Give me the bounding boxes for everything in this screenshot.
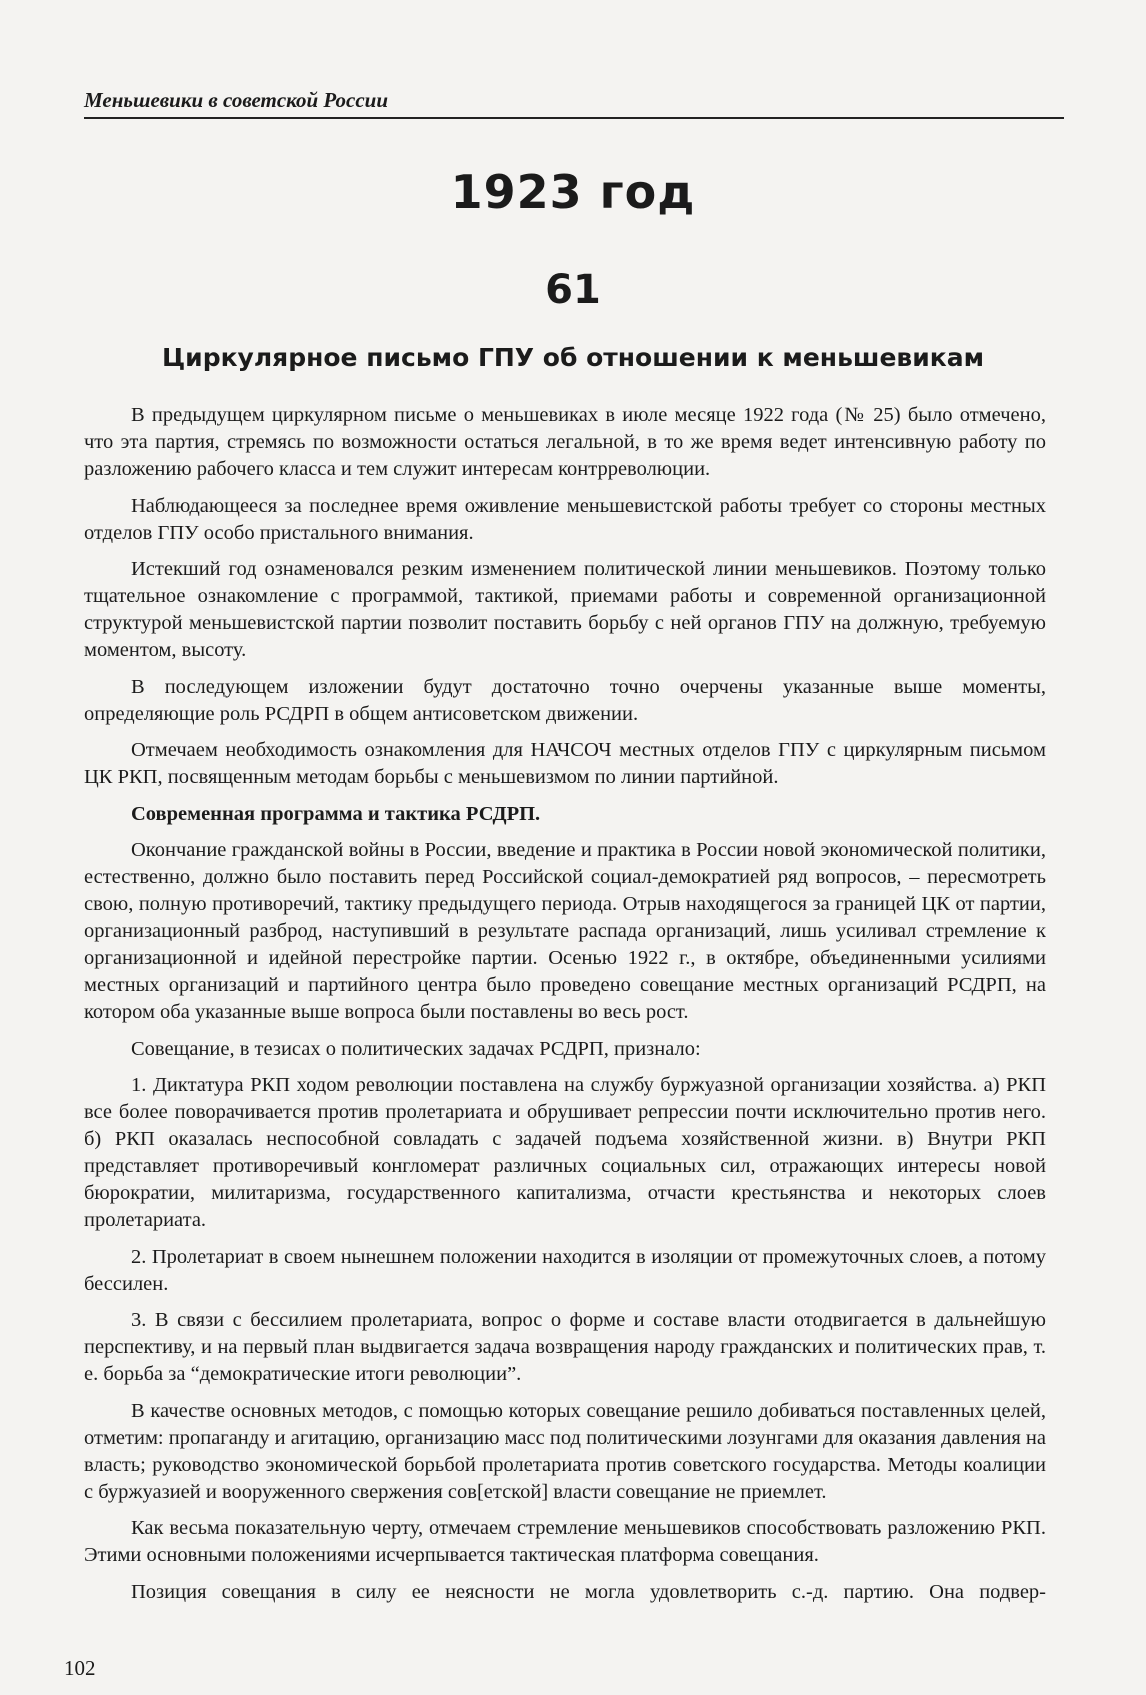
running-header: Меньшевики в советской России [84, 88, 388, 112]
header-divider [84, 117, 1064, 119]
paragraph: В предыдущем циркулярном письме о меньшевиках в июле месяце 1922 года (№ 25) было отмечено, что эта партия, стремясь по возможности остаться легальной, в то же время ведет интенсивную работу по разложению рабочего класса и тем служит интересам контрреволюции. [84, 404, 1046, 480]
document-body [84, 402, 1046, 1615]
paragraph: Наблюдающееся за последнее время оживление меньшевистской работы требует со стороны местных отделов ГПУ особо пристального внимания. [84, 494, 1046, 544]
paragraph: Окончание гражданской войны в России, введение и практика в России новой экономической политики, естественно, должно было поставить перед Российской социал-демократией ряд вопросов, – пересмотреть свою, полную противоречий, тактику предыдущего периода. Отрыв находящегося за границей ЦК от партии, организационный разброд, наступивший в результате распада организаций, лишь усиливал стремление к организационной и идейной перестройке партии. Осенью 1922 г., в октябре, объединенными усилиями местных организаций и партийного центра было проведено совещание местных организаций РСДРП, на котором оба указанные выше вопроса были поставлены во весь рост. [84, 839, 1046, 1023]
paragraph: Истекший год ознаменовался резким изменением политической линии меньшевиков. Поэтому только тщательное ознакомление с программой, тактикой, приемами работы и современной организационной структурой меньшевистской партии позволит поставить борьбу с ней органов ГПУ на должную, требуемую моментом, высоту. [84, 558, 1046, 661]
document-number: 61 [545, 267, 601, 313]
paragraph: Совещание, в тезисах о политических задачах РСДРП, признало: [131, 1037, 701, 1060]
paragraph: Отмечаем необходимость ознакомления для НАЧСОЧ местных отделов ГПУ с циркулярным письмом ЦК РКП, посвященным методам борьбы с меньшевизмом по линии партийной. [84, 739, 1046, 788]
year-heading: 1923 год [450, 165, 696, 219]
page-number: 102 [64, 1656, 96, 1680]
paragraph: 3. В связи с бессилием пролетариата, вопрос о форме и составе власти отодвигается в дальнейшую перспективу, и на первый план выдвигается задача возвращения народу гражданских и политических прав, т. е. борьба за “демократические итоги революции”. [84, 1309, 1046, 1385]
paragraph: Как весьма показательную черту, отмечаем стремление меньшевиков способствовать разложению РКП. Этими основными положениями исчерпывается тактическая платформа совещания. [84, 1517, 1046, 1566]
paragraph: 2. Пролетариат в своем нынешнем положении находится в изоляции от промежуточных слоев, а потому бессилен. [84, 1245, 1046, 1295]
paragraph: В последующем изложении будут достаточно точно очерчены указанные выше моменты, определяющие роль РСДРП в общем антисоветском движении. [84, 675, 1046, 725]
document-title: Циркулярное письмо ГПУ об отношении к меньшевикам [161, 343, 985, 372]
section-subheading: Современная программа и тактика РСДРП. [131, 802, 541, 825]
paragraph: Позиция совещания в силу ее неясности не могла удовлетворить с.-д. партию. Она подвер- [131, 1580, 1046, 1603]
paragraph: В качестве основных методов, с помощью которых совещание решило добиваться поставленных целей, отметим: пропаганду и агитацию, организацию масс под политическими лозунгами для оказания давления на власть; руководство экономической борьбой пролетариата против советского государства. Методы коалиции с буржуазией и вооруженного свержения сов[етской] власти совещание не приемлет. [84, 1399, 1046, 1503]
paragraph: 1. Диктатура РКП ходом революции поставлена на службу буржуазной организации хозяйства. а) РКП все более поворачивается против пролетариата и обрушивает репрессии почти исключительно против него. б) РКП оказалась неспособной совладать с задачей подъема хозяйственной жизни. в) Внутри РКП представляет противоречивый конгломерат различных социальных сил, отражающих интересы новой бюрократии, милитаризма, государственного капитализма, отчасти крестьянства и некоторых слоев пролетариата. [84, 1074, 1046, 1231]
